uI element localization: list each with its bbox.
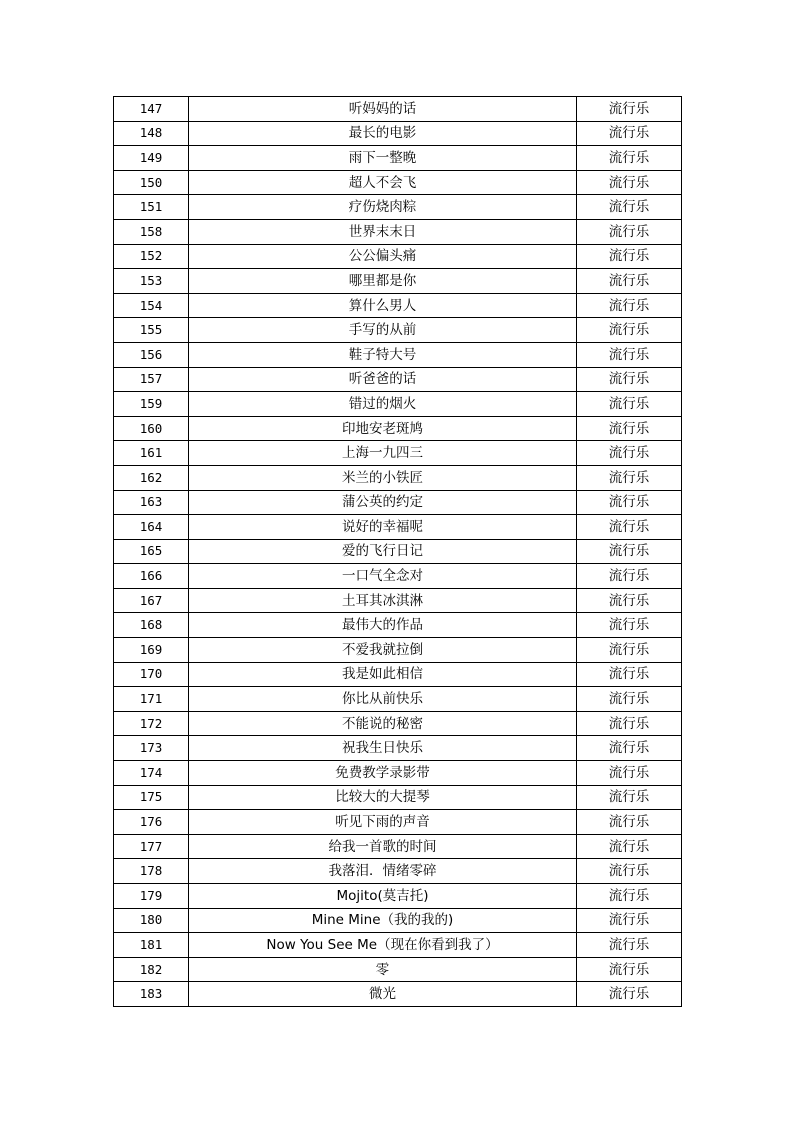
table-row xyxy=(114,957,682,982)
song-genre-cell: 流行乐 xyxy=(577,638,682,663)
song-title-cell: 世界末末日 xyxy=(189,219,577,244)
song-title-cell: 哪里都是你 xyxy=(189,269,577,294)
song-genre-cell: 流行乐 xyxy=(577,785,682,810)
table-row xyxy=(114,982,682,1007)
song-number-cell: 177 xyxy=(114,834,189,859)
song-title-cell: 听妈妈的话 xyxy=(189,97,577,122)
song-genre-cell: 流行乐 xyxy=(577,613,682,638)
table-row xyxy=(114,416,682,441)
song-number-cell: 158 xyxy=(114,219,189,244)
song-number-cell: 180 xyxy=(114,908,189,933)
song-genre-cell: 流行乐 xyxy=(577,859,682,884)
song-number-cell: 171 xyxy=(114,687,189,712)
song-title-cell: 上海一九四三 xyxy=(189,441,577,466)
song-number-cell: 149 xyxy=(114,146,189,171)
song-genre-cell: 流行乐 xyxy=(577,367,682,392)
song-title-cell: 微光 xyxy=(189,982,577,1007)
song-genre-cell: 流行乐 xyxy=(577,539,682,564)
song-list-table xyxy=(113,96,682,1007)
table-row xyxy=(114,515,682,540)
song-title-cell: 鞋子特大号 xyxy=(189,342,577,367)
song-genre-cell: 流行乐 xyxy=(577,219,682,244)
song-genre-cell: 流行乐 xyxy=(577,884,682,909)
song-number-cell: 152 xyxy=(114,244,189,269)
song-number-cell: 161 xyxy=(114,441,189,466)
song-title-cell: 我落泪．情绪零碎 xyxy=(189,859,577,884)
song-number-cell: 175 xyxy=(114,785,189,810)
song-genre-cell: 流行乐 xyxy=(577,490,682,515)
song-genre-cell: 流行乐 xyxy=(577,515,682,540)
song-genre-cell: 流行乐 xyxy=(577,269,682,294)
song-number-cell: 162 xyxy=(114,465,189,490)
table-row xyxy=(114,318,682,343)
song-number-cell: 169 xyxy=(114,638,189,663)
song-title-cell: 祝我生日快乐 xyxy=(189,736,577,761)
song-list-body xyxy=(114,97,682,1007)
song-title-cell: 给我一首歌的时间 xyxy=(189,834,577,859)
song-title-cell: 一口气全念对 xyxy=(189,564,577,589)
song-number-cell: 166 xyxy=(114,564,189,589)
table-row xyxy=(114,367,682,392)
song-title-cell: 手写的从前 xyxy=(189,318,577,343)
table-row xyxy=(114,613,682,638)
table-row xyxy=(114,490,682,515)
song-genre-cell: 流行乐 xyxy=(577,293,682,318)
song-title-cell: 米兰的小铁匠 xyxy=(189,465,577,490)
song-genre-cell: 流行乐 xyxy=(577,933,682,958)
song-number-cell: 147 xyxy=(114,97,189,122)
song-title-cell: 算什么男人 xyxy=(189,293,577,318)
table-row xyxy=(114,859,682,884)
table-row xyxy=(114,170,682,195)
song-number-cell: 167 xyxy=(114,588,189,613)
song-number-cell: 178 xyxy=(114,859,189,884)
table-row xyxy=(114,195,682,220)
table-row xyxy=(114,588,682,613)
song-number-cell: 172 xyxy=(114,711,189,736)
song-genre-cell: 流行乐 xyxy=(577,761,682,786)
song-number-cell: 183 xyxy=(114,982,189,1007)
song-genre-cell: 流行乐 xyxy=(577,834,682,859)
song-genre-cell: 流行乐 xyxy=(577,318,682,343)
song-title-cell: 说好的幸福呢 xyxy=(189,515,577,540)
song-title-cell: 我是如此相信 xyxy=(189,662,577,687)
song-genre-cell: 流行乐 xyxy=(577,588,682,613)
table-row xyxy=(114,342,682,367)
song-genre-cell: 流行乐 xyxy=(577,342,682,367)
table-row xyxy=(114,908,682,933)
table-row xyxy=(114,810,682,835)
table-row xyxy=(114,785,682,810)
table-row xyxy=(114,539,682,564)
table-row xyxy=(114,834,682,859)
song-genre-cell: 流行乐 xyxy=(577,957,682,982)
table-row xyxy=(114,711,682,736)
song-genre-cell: 流行乐 xyxy=(577,392,682,417)
song-number-cell: 170 xyxy=(114,662,189,687)
song-genre-cell: 流行乐 xyxy=(577,687,682,712)
song-number-cell: 164 xyxy=(114,515,189,540)
table-row xyxy=(114,269,682,294)
table-row xyxy=(114,441,682,466)
song-title-cell: 零 xyxy=(189,957,577,982)
table-row xyxy=(114,884,682,909)
table-row xyxy=(114,121,682,146)
song-number-cell: 151 xyxy=(114,195,189,220)
table-row xyxy=(114,392,682,417)
song-title-cell: 超人不会飞 xyxy=(189,170,577,195)
song-title-cell: 印地安老斑鸠 xyxy=(189,416,577,441)
song-genre-cell: 流行乐 xyxy=(577,711,682,736)
song-number-cell: 155 xyxy=(114,318,189,343)
song-title-cell: 疗伤烧肉粽 xyxy=(189,195,577,220)
song-number-cell: 168 xyxy=(114,613,189,638)
song-title-cell: 最长的电影 xyxy=(189,121,577,146)
song-genre-cell: 流行乐 xyxy=(577,441,682,466)
table-row xyxy=(114,662,682,687)
song-genre-cell: 流行乐 xyxy=(577,97,682,122)
table-row xyxy=(114,146,682,171)
song-number-cell: 157 xyxy=(114,367,189,392)
song-number-cell: 150 xyxy=(114,170,189,195)
song-title-cell: 免费教学录影带 xyxy=(189,761,577,786)
table-row xyxy=(114,761,682,786)
table-row xyxy=(114,244,682,269)
song-title-cell: 比较大的大提琴 xyxy=(189,785,577,810)
table-row xyxy=(114,465,682,490)
song-number-cell: 153 xyxy=(114,269,189,294)
table-row xyxy=(114,933,682,958)
song-number-cell: 174 xyxy=(114,761,189,786)
song-genre-cell: 流行乐 xyxy=(577,662,682,687)
table-row xyxy=(114,687,682,712)
song-title-cell: 不能说的秘密 xyxy=(189,711,577,736)
song-number-cell: 173 xyxy=(114,736,189,761)
song-number-cell: 176 xyxy=(114,810,189,835)
song-title-cell: 公公偏头痛 xyxy=(189,244,577,269)
song-number-cell: 181 xyxy=(114,933,189,958)
table-row xyxy=(114,638,682,663)
song-number-cell: 154 xyxy=(114,293,189,318)
song-title-cell: 不爱我就拉倒 xyxy=(189,638,577,663)
song-title-cell: 爱的飞行日记 xyxy=(189,539,577,564)
song-title-cell: 雨下一整晚 xyxy=(189,146,577,171)
song-genre-cell: 流行乐 xyxy=(577,810,682,835)
table-row xyxy=(114,97,682,122)
song-number-cell: 156 xyxy=(114,342,189,367)
song-number-cell: 160 xyxy=(114,416,189,441)
table-row xyxy=(114,564,682,589)
song-title-cell: 错过的烟火 xyxy=(189,392,577,417)
song-title-cell: 听爸爸的话 xyxy=(189,367,577,392)
song-number-cell: 148 xyxy=(114,121,189,146)
song-number-cell: 179 xyxy=(114,884,189,909)
song-number-cell: 165 xyxy=(114,539,189,564)
table-row xyxy=(114,736,682,761)
song-genre-cell: 流行乐 xyxy=(577,146,682,171)
song-title-cell: 蒲公英的约定 xyxy=(189,490,577,515)
song-number-cell: 163 xyxy=(114,490,189,515)
song-genre-cell: 流行乐 xyxy=(577,121,682,146)
song-title-cell: Mojito(莫吉托) xyxy=(189,884,577,909)
song-title-cell: 土耳其冰淇淋 xyxy=(189,588,577,613)
song-genre-cell: 流行乐 xyxy=(577,908,682,933)
song-title-cell: Mine Mine（我的我的) xyxy=(189,908,577,933)
song-genre-cell: 流行乐 xyxy=(577,465,682,490)
song-number-cell: 159 xyxy=(114,392,189,417)
song-genre-cell: 流行乐 xyxy=(577,564,682,589)
song-title-cell: Now You See Me（现在你看到我了） xyxy=(189,933,577,958)
song-genre-cell: 流行乐 xyxy=(577,982,682,1007)
song-title-cell: 最伟大的作品 xyxy=(189,613,577,638)
song-genre-cell: 流行乐 xyxy=(577,195,682,220)
table-row xyxy=(114,293,682,318)
song-title-cell: 你比从前快乐 xyxy=(189,687,577,712)
song-genre-cell: 流行乐 xyxy=(577,736,682,761)
song-genre-cell: 流行乐 xyxy=(577,244,682,269)
song-genre-cell: 流行乐 xyxy=(577,416,682,441)
song-genre-cell: 流行乐 xyxy=(577,170,682,195)
table-row xyxy=(114,219,682,244)
song-title-cell: 听见下雨的声音 xyxy=(189,810,577,835)
song-number-cell: 182 xyxy=(114,957,189,982)
